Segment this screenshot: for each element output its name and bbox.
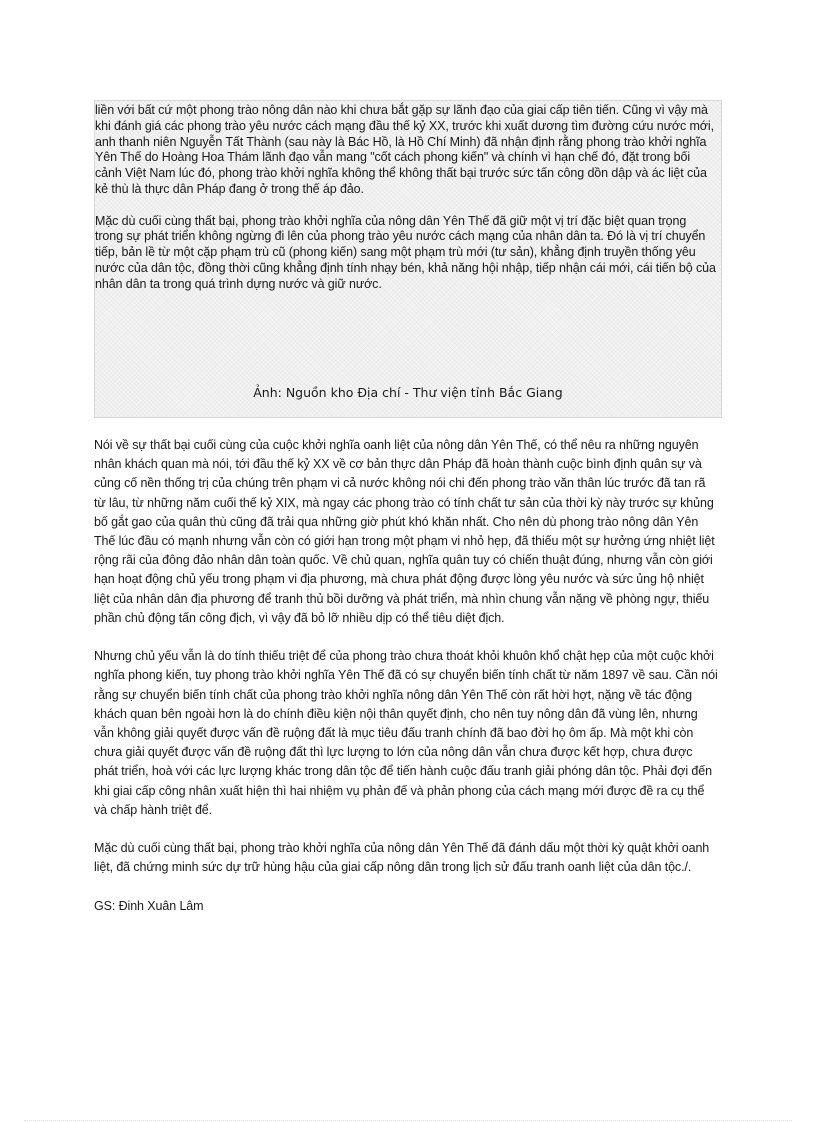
body-paragraph-3: Mặc dù cuối cùng thất bại, phong trào khởi nghĩa của nông dân Yên Thế đã đánh dấu một thời kỳ quật khởi oanh liệt, đã chứng minh sức dự trữ hùng hậu của giai cấp nông dân trong lịch sử đấu tranh oanh liệt của dân tộc./. <box>94 841 710 875</box>
box-paragraph-2: Mặc dù cuối cùng thất bại, phong trào khởi nghĩa của nông dân Yên Thế đã giữ một vị trí đặc biệt quan trọng trong sự phát triển không ngừng đi lên của phong trào yêu nước cách mạng của nhân dân ta. Đó là vị trí chuyển tiếp, bản lề từ một cặp phạm trù cũ (phong kiến) sang một phạm trù mới (tư sản), khẳng định truyền thống yêu nước của dân tộc, đồng thời cũng khẳng định tính nhạy bén, khả năng hội nhập, tiếp nhận cái mới, cái tiến bộ của nhân dân ta trong quá trình dựng nước và giữ nước. <box>95 213 716 291</box>
image-caption: Ảnh: Nguồn kho Địa chí - Thư viện tỉnh Bắc Giang <box>253 385 563 400</box>
body-paragraph-1: Nói về sự thất bại cuối cùng của cuộc khởi nghĩa oanh liệt của nông dân Yên Thế, có thể nêu ra những nguyên nhân khách quan mà nói, tới đầu thế kỷ XX về cơ bản thực dân Pháp đã hoàn thành cuộc bình định quân sự và củng cố nền thống trị của chúng trên phạm vi cả nước không nói chi đến phong trào văn thân lúc trước đã tan rã từ lâu, từ những năm cuối thế kỷ XIX, mà ngay các phong trào có tính chất tư sản của thời kỳ này trước sự khủng bố gắt gao của quân thù cũng đã trải qua những giờ phút khó khăn nhất. Cho nên dù phong trào nông dân Yên Thế lúc đầu có mạnh nhưng vẫn còn có giới hạn trong một phạm vi nhỏ hẹp, đã thiếu một sự hưởng ứng nhiệt liệt rộng rãi của đông đảo nhân dân toàn quốc. Về chủ quan, nghĩa quân tuy có chiến thuật đúng, nhưng vẫn còn giới hạn hoạt động chủ yếu trong phạm vi địa phương, mà chưa phát động được lòng yêu nước và sức ủng hộ nhiệt liệt của nhân dân địa phương để tranh thủ bồi dưỡng và phát triển, mà nhìn chung vẫn nặng về phòng ngự, thiếu phần chủ động tấn công địch, vì vậy đã bỏ lỡ nhiều dịp có thể tiêu diệt địch. <box>94 438 715 625</box>
box-paragraph-1: liền với bất cứ một phong trào nông dân nào khi chưa bắt gặp sự lãnh đạo của giai cấp tiên tiến. Cũng vì vậy mà khi đánh giá các phong trào yêu nước cách mạng đầu thế kỷ XX, trước khi xuất dương tìm đường cứu nước mới, anh thanh niên Nguyễn Tất Thành (sau này là Bác Hồ, là Hồ Chí Minh) đã nhận định rằng phong trào khởi nghĩa Yên Thế do Hoàng Hoa Thám lãnh đạo vẫn mang "cốt cách phong kiến" và chính vì hạn chế đó, đặt trong bối cảnh Việt Nam lúc đó, phong trào khởi nghĩa không thể không thất bại trước sức tấn công dồn dập và ác liệt của kẻ thù là thực dân Pháp đang ở trong thế áp đảo. <box>95 103 714 196</box>
body-paragraph-2: Nhưng chủ yếu vẫn là do tính thiếu triệt để của phong trào chưa thoát khỏi khuôn khổ chật hẹp của một cuộc khởi nghĩa phong kiến, tuy phong trào khởi nghĩa Yên Thế đã có sự chuyển biến tính chất từ năm 1897 về sau. Cần nói rằng sự chuyển biến tính chất của phong trào khởi nghĩa nông dân Yên Thế còn rất hời hợt, nặng về tác động khách quan bên ngoài hơn là do chính điều kiện nội thân quyết định, cho nên tuy nông dân đã vùng lên, nhưng vẫn không giải quyết được vấn đề ruộng đất là mục tiêu đấu tranh chính đã bao đời họ ôm ấp. Mà một khi còn chưa giải quyết được vấn đề ruộng đất thì lực lượng to lớn của nông dân vẫn chưa được kết hợp, chưa được phát triển, hoà với các lực lượng khác trong dân tộc để tiến hành cuộc đấu tranh giải phóng dân tộc. Phải đợi đến khi giai cấp công nhân xuất hiện thì hai nhiệm vụ phản đế và phản phong của cách mạng mới được đề ra cụ thể và chấp hành triệt để. <box>94 649 718 817</box>
page-bottom-divider <box>24 1120 792 1121</box>
author-signature: GS: Đinh Xuân Lâm <box>94 898 204 913</box>
image-box-with-text <box>94 100 722 418</box>
article-body <box>94 436 718 916</box>
